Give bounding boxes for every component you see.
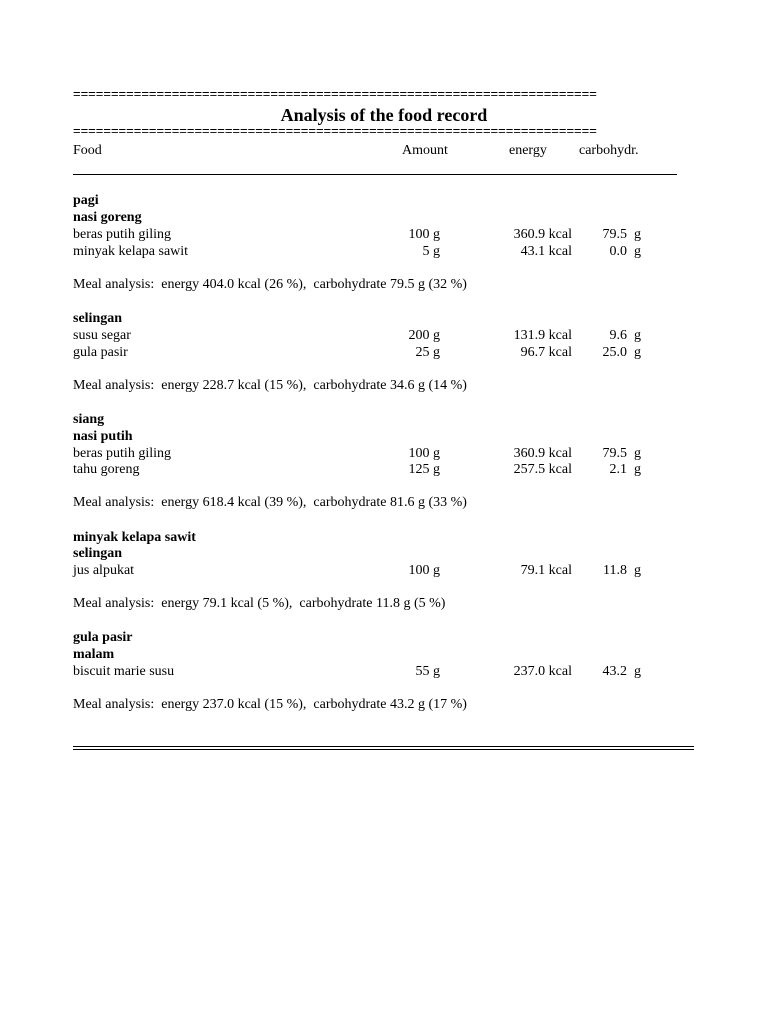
food-carb: 25.0	[602, 345, 627, 360]
column-header-amount: Amount	[402, 143, 448, 158]
meal-analysis: Meal analysis: energy 79.1 kcal (5 %), carbohydrate 11.8 g (5 %)	[73, 596, 446, 611]
food-carb-unit: g	[634, 227, 641, 242]
header-underline	[73, 174, 677, 175]
meal-heading: pagi	[73, 193, 99, 208]
food-energy: 131.9 kcal	[513, 328, 572, 343]
column-header-carb: carbohydr.	[579, 143, 639, 158]
column-header-energy: energy	[509, 143, 547, 158]
meal-heading: selingan	[73, 311, 123, 326]
meal-analysis: Meal analysis: energy 618.4 kcal (39 %), carbohydrate 81.6 g (33 %)	[73, 495, 467, 510]
meal-subheading: nasi goreng	[73, 210, 142, 225]
food-energy: 360.9 kcal	[513, 446, 572, 461]
food-amount: 125 g	[408, 462, 440, 477]
meal-heading: gula pasir	[73, 630, 133, 645]
food-amount: 100 g	[408, 227, 440, 242]
meal-subheading: malam	[73, 647, 115, 662]
meal-analysis: Meal analysis: energy 228.7 kcal (15 %), carbohydrate 34.6 g (14 %)	[73, 378, 467, 393]
food-name: gula pasir	[73, 345, 128, 360]
food-carb-unit: g	[634, 563, 641, 578]
food-name: susu segar	[73, 328, 131, 343]
meal-heading: siang	[73, 412, 105, 427]
food-energy: 360.9 kcal	[513, 227, 572, 242]
food-name: tahu goreng	[73, 462, 140, 477]
food-name: biscuit marie susu	[73, 664, 175, 679]
food-carb-unit: g	[634, 244, 641, 259]
meal-subheading: selingan	[73, 546, 123, 561]
bottom-double-rule	[73, 746, 694, 750]
food-carb-unit: g	[634, 446, 641, 461]
food-energy: 237.0 kcal	[513, 664, 572, 679]
food-carb: 79.5	[602, 227, 627, 242]
meal-heading: minyak kelapa sawit	[73, 530, 196, 545]
meal-subheading: nasi putih	[73, 429, 133, 444]
food-name: beras putih giling	[73, 227, 171, 242]
meal-analysis: Meal analysis: energy 237.0 kcal (15 %), carbohydrate 43.2 g (17 %)	[73, 697, 467, 712]
food-carb: 0.0	[609, 244, 627, 259]
food-name: beras putih giling	[73, 446, 171, 461]
top-equals-rule: =====================================================================	[73, 88, 597, 100]
title-equals-rule: =====================================================================	[73, 125, 597, 137]
food-carb-unit: g	[634, 345, 641, 360]
food-carb: 79.5	[602, 446, 627, 461]
food-carb-unit: g	[634, 328, 641, 343]
food-amount: 100 g	[408, 563, 440, 578]
food-carb: 9.6	[609, 328, 627, 343]
meal-analysis: Meal analysis: energy 404.0 kcal (26 %), carbohydrate 79.5 g (32 %)	[73, 277, 467, 292]
column-header-food: Food	[73, 143, 102, 158]
food-name: minyak kelapa sawit	[73, 244, 189, 259]
food-carb-unit: g	[634, 462, 641, 477]
food-amount: 5 g	[422, 244, 440, 259]
food-carb: 2.1	[609, 462, 627, 477]
food-energy: 96.7 kcal	[520, 345, 572, 360]
food-carb: 43.2	[602, 664, 627, 679]
food-energy: 257.5 kcal	[513, 462, 572, 477]
food-amount: 25 g	[415, 345, 440, 360]
food-carb-unit: g	[634, 664, 641, 679]
food-amount: 55 g	[415, 664, 440, 679]
page-title: Analysis of the food record	[280, 105, 488, 125]
food-amount: 200 g	[408, 328, 440, 343]
food-amount: 100 g	[408, 446, 440, 461]
food-energy: 79.1 kcal	[520, 563, 572, 578]
food-carb: 11.8	[603, 563, 627, 578]
food-name: jus alpukat	[73, 563, 135, 578]
food-energy: 43.1 kcal	[520, 244, 572, 259]
